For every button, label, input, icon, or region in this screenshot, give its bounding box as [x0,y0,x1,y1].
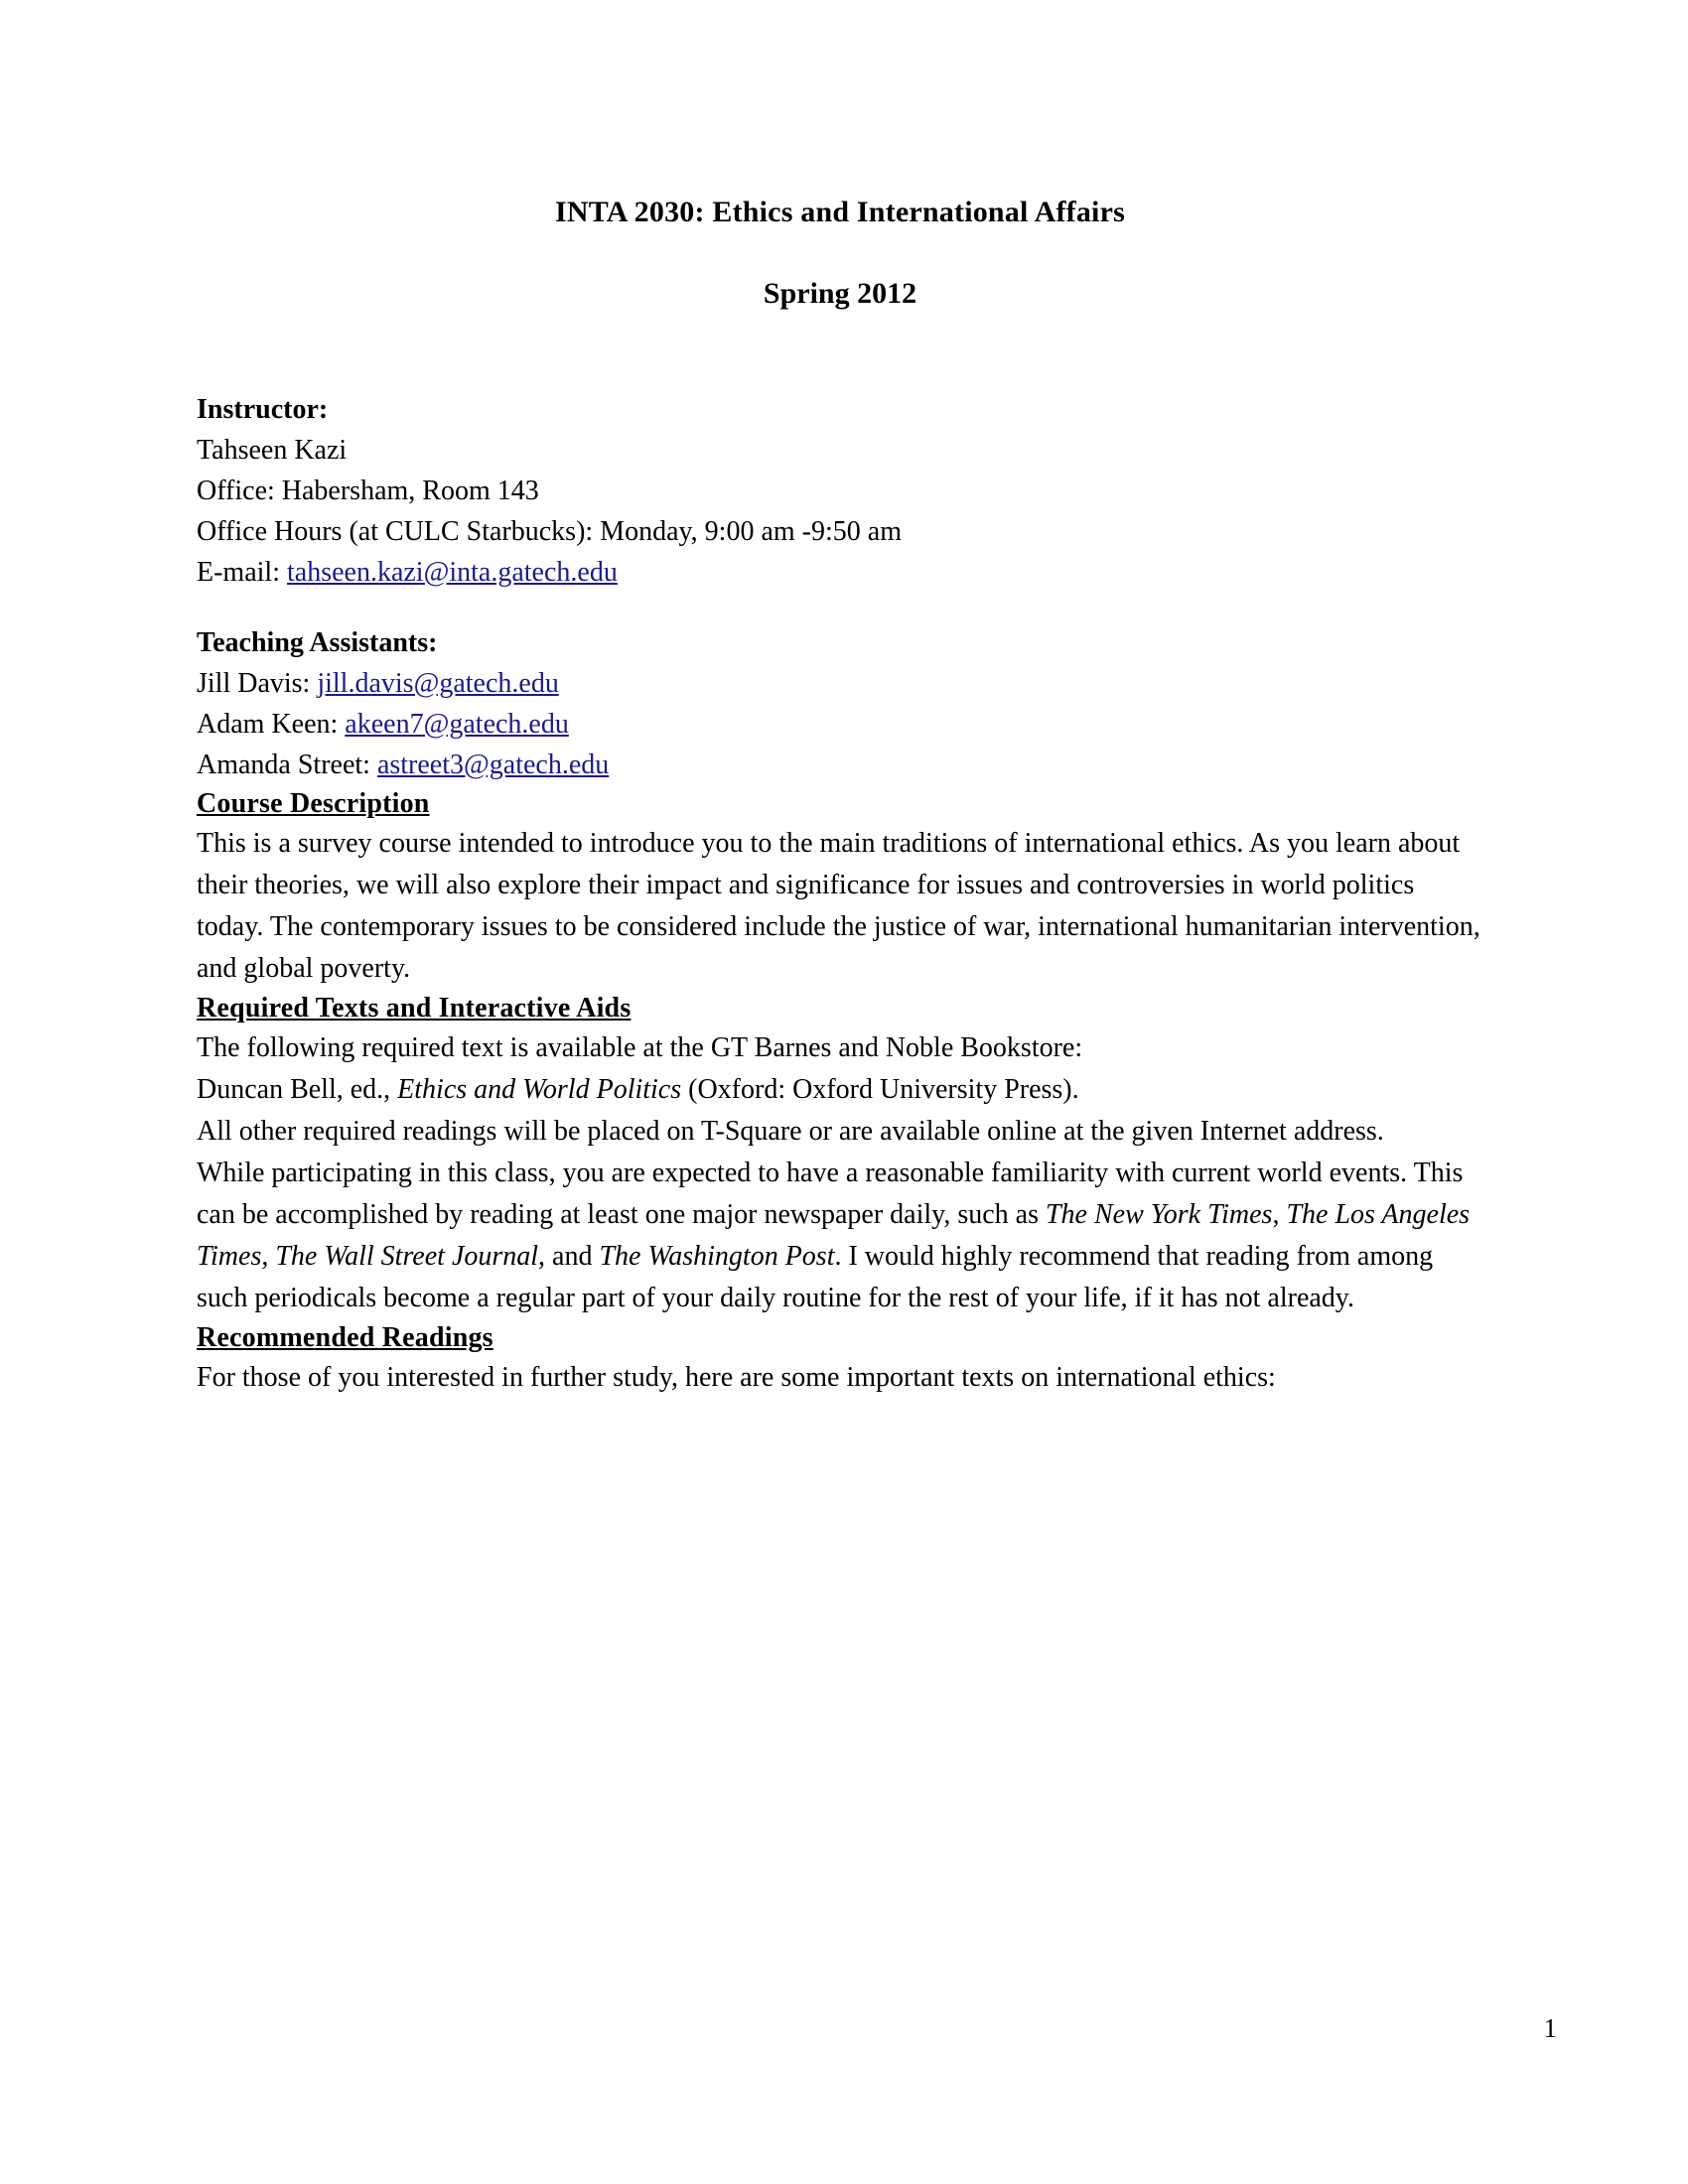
section-heading-course-description: Course Description [197,788,430,819]
ta-row [197,663,1483,704]
course-description-paragraph: This is a survey course intended to introduce you to the main traditions of international ethics. As you learn about their theories, we will also explore their impact and significance for issues and controversies in world politics today. The contemporary issues to be considered include the justice of war, international humanitarian intervention, and global poverty. [197,828,1480,984]
newspaper-title-wapo: The Washington Post [599,1241,835,1272]
instructor-block [197,389,1483,593]
section-heading-required-texts: Required Texts and Interactive Aids [197,993,632,1024]
ta-row [197,704,1483,745]
instructor-email-line [197,552,1483,593]
teaching-assistants-heading: Teaching Assistants: [197,627,438,658]
page-subtitle: Spring 2012 [763,277,917,310]
newspapers-note-part2: . I would highly recommend that reading from among such periodicals become a regular part of your daily routine for the rest of your life, if it has not already. [197,1241,1434,1313]
newspapers-separator: , [1272,1199,1287,1230]
ta-email-link[interactable]: astreet3@gatech.edu [376,750,610,780]
citation-prefix: Duncan Bell, ed., [197,1074,398,1105]
newspapers-separator: , and [538,1241,600,1272]
recommended-readings-intro: For those of you interested in further study, here are some important texts on international ethics: [197,1362,1276,1393]
required-texts-intro: The following required text is available at the GT Barnes and Noble Bookstore: [197,1032,1083,1063]
newspaper-title-wsj: The Wall Street Journal [275,1241,539,1272]
instructor-office: Office: Habersham, Room 143 [197,476,539,506]
instructor-name: Tahseen Kazi [197,435,348,466]
document-content [197,0,1483,1399]
newspapers-note-part1: While participating in this class, you are expected to have a reasonable familiarity with current world events. This can be accomplished by reading at least one major newspaper daily, such as [197,1158,1464,1230]
tsquare-note: All other required readings will be placed on T-Square or are available online at the given Internet address. [197,1116,1384,1147]
ta-email-link[interactable]: akeen7@gatech.edu [345,709,569,740]
ta-row [197,745,1483,785]
newspaper-title-nyt: The New York Times [1045,1199,1273,1230]
teaching-assistants-block [197,622,1483,785]
citation-suffix: (Oxford: Oxford University Press). [681,1074,1079,1105]
newspapers-note [197,1153,1483,1319]
newspaper-title-lat: The Los Angeles Times [197,1199,1471,1272]
ta-name-label: Amanda Street: [197,750,377,780]
citation-title: Ethics and World Politics [397,1074,682,1105]
instructor-email-link[interactable]: tahseen.kazi@inta.gatech.edu [286,557,618,588]
required-text-citation [197,1069,1483,1111]
instructor-heading: Instructor: [197,394,329,425]
page-title: INTA 2030: Ethics and International Affairs [555,196,1125,228]
instructor-email-label: E-mail: [197,557,287,588]
ta-email-link[interactable]: jill.davis@gatech.edu [317,668,559,699]
instructor-office-hours: Office Hours (at CULC Starbucks): Monday, 9:00 am -9:50 am [197,516,902,547]
ta-name-label: Adam Keen: [197,709,346,740]
section-heading-recommended-readings: Recommended Readings [197,1322,493,1353]
newspapers-separator: , [261,1241,276,1272]
ta-name-label: Jill Davis: [197,668,318,699]
page-number: 1 [1543,2013,1557,2043]
